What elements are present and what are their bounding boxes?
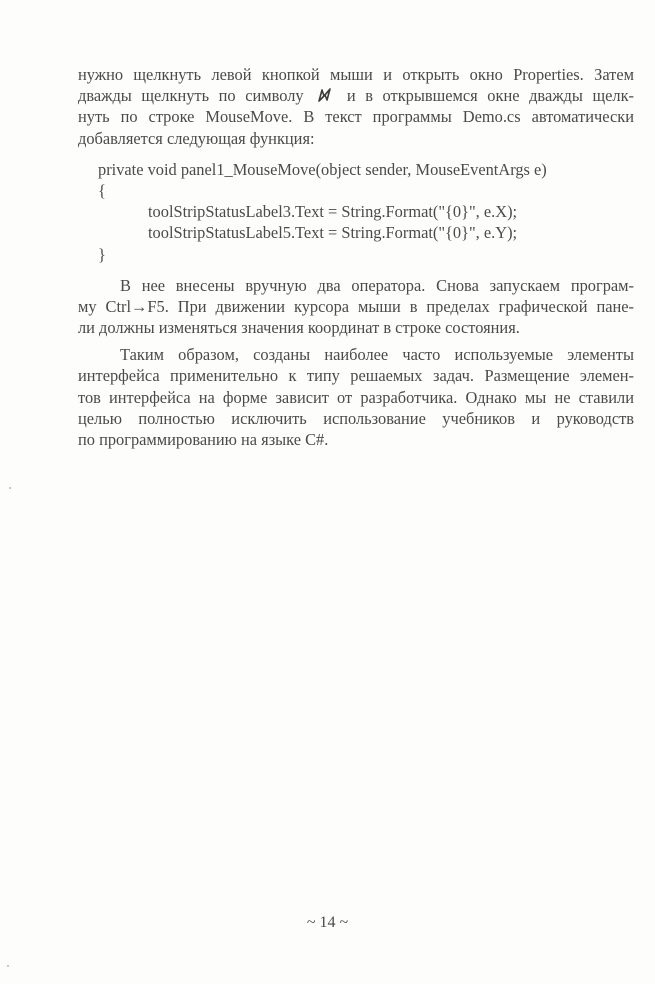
- code-listing: [78, 159, 634, 265]
- page-number: ~ 14 ~: [306, 914, 349, 931]
- spacer: [78, 265, 634, 275]
- text-line: целью полностью исключить использование учебников и руководств: [78, 408, 634, 428]
- text-line: Таким образом, созданы наиболее часто используемые элементы: [120, 345, 634, 365]
- text-fragment: дважды щелкнуть по символу: [78, 86, 304, 106]
- text-line: по программированию на языке C#.: [78, 430, 329, 449]
- code-open-brace: {: [98, 180, 106, 200]
- code-signature: private void panel1_MouseMove(object sender, MouseEventArgs e): [98, 159, 547, 179]
- text-line-with-icon: [78, 85, 634, 106]
- lightning-bolt-icon: [317, 87, 333, 103]
- code-statement: toolStripStatusLabel3.Text = String.Format("{0}", e.X);: [148, 202, 518, 222]
- text-fragment: и в открывшемся окне дважды щелк-: [346, 86, 634, 106]
- scan-speck: [7, 965, 9, 967]
- spacer: [78, 149, 634, 159]
- text-line: нужно щелкнуть левой кнопкой мыши и открыть окно Properties. Затем: [78, 65, 634, 84]
- scan-speck: [9, 487, 11, 489]
- text-line: интерфейса применительно к типу решаемых задач. Размещение элемен-: [78, 366, 634, 386]
- code-close-brace: }: [98, 244, 106, 264]
- body-text: [78, 64, 634, 450]
- text-line: нуть по строке MouseMove. В текст программы Demo.cs автоматически: [78, 107, 634, 127]
- text-line: ли должны изменяться значения координат в строке состояния.: [78, 318, 520, 338]
- text-line: В нее внесены вручную два оператора. Снова запускаем програм-: [120, 275, 634, 295]
- paragraph-conclusion: [78, 344, 634, 450]
- paragraph-run-program: [78, 275, 634, 339]
- text-line: тов интерфейса на форме зависит от разработчика. Однако мы не ставили: [78, 387, 634, 407]
- code-statement: toolStripStatusLabel5.Text = String.Format("{0}", e.Y);: [148, 223, 518, 243]
- text-line: добавляется следующая функция:: [78, 128, 315, 148]
- paragraph-properties-instructions: [78, 64, 634, 149]
- text-line: му Ctrl→F5. При движении курсора мыши в пределах графической пане-: [78, 296, 634, 316]
